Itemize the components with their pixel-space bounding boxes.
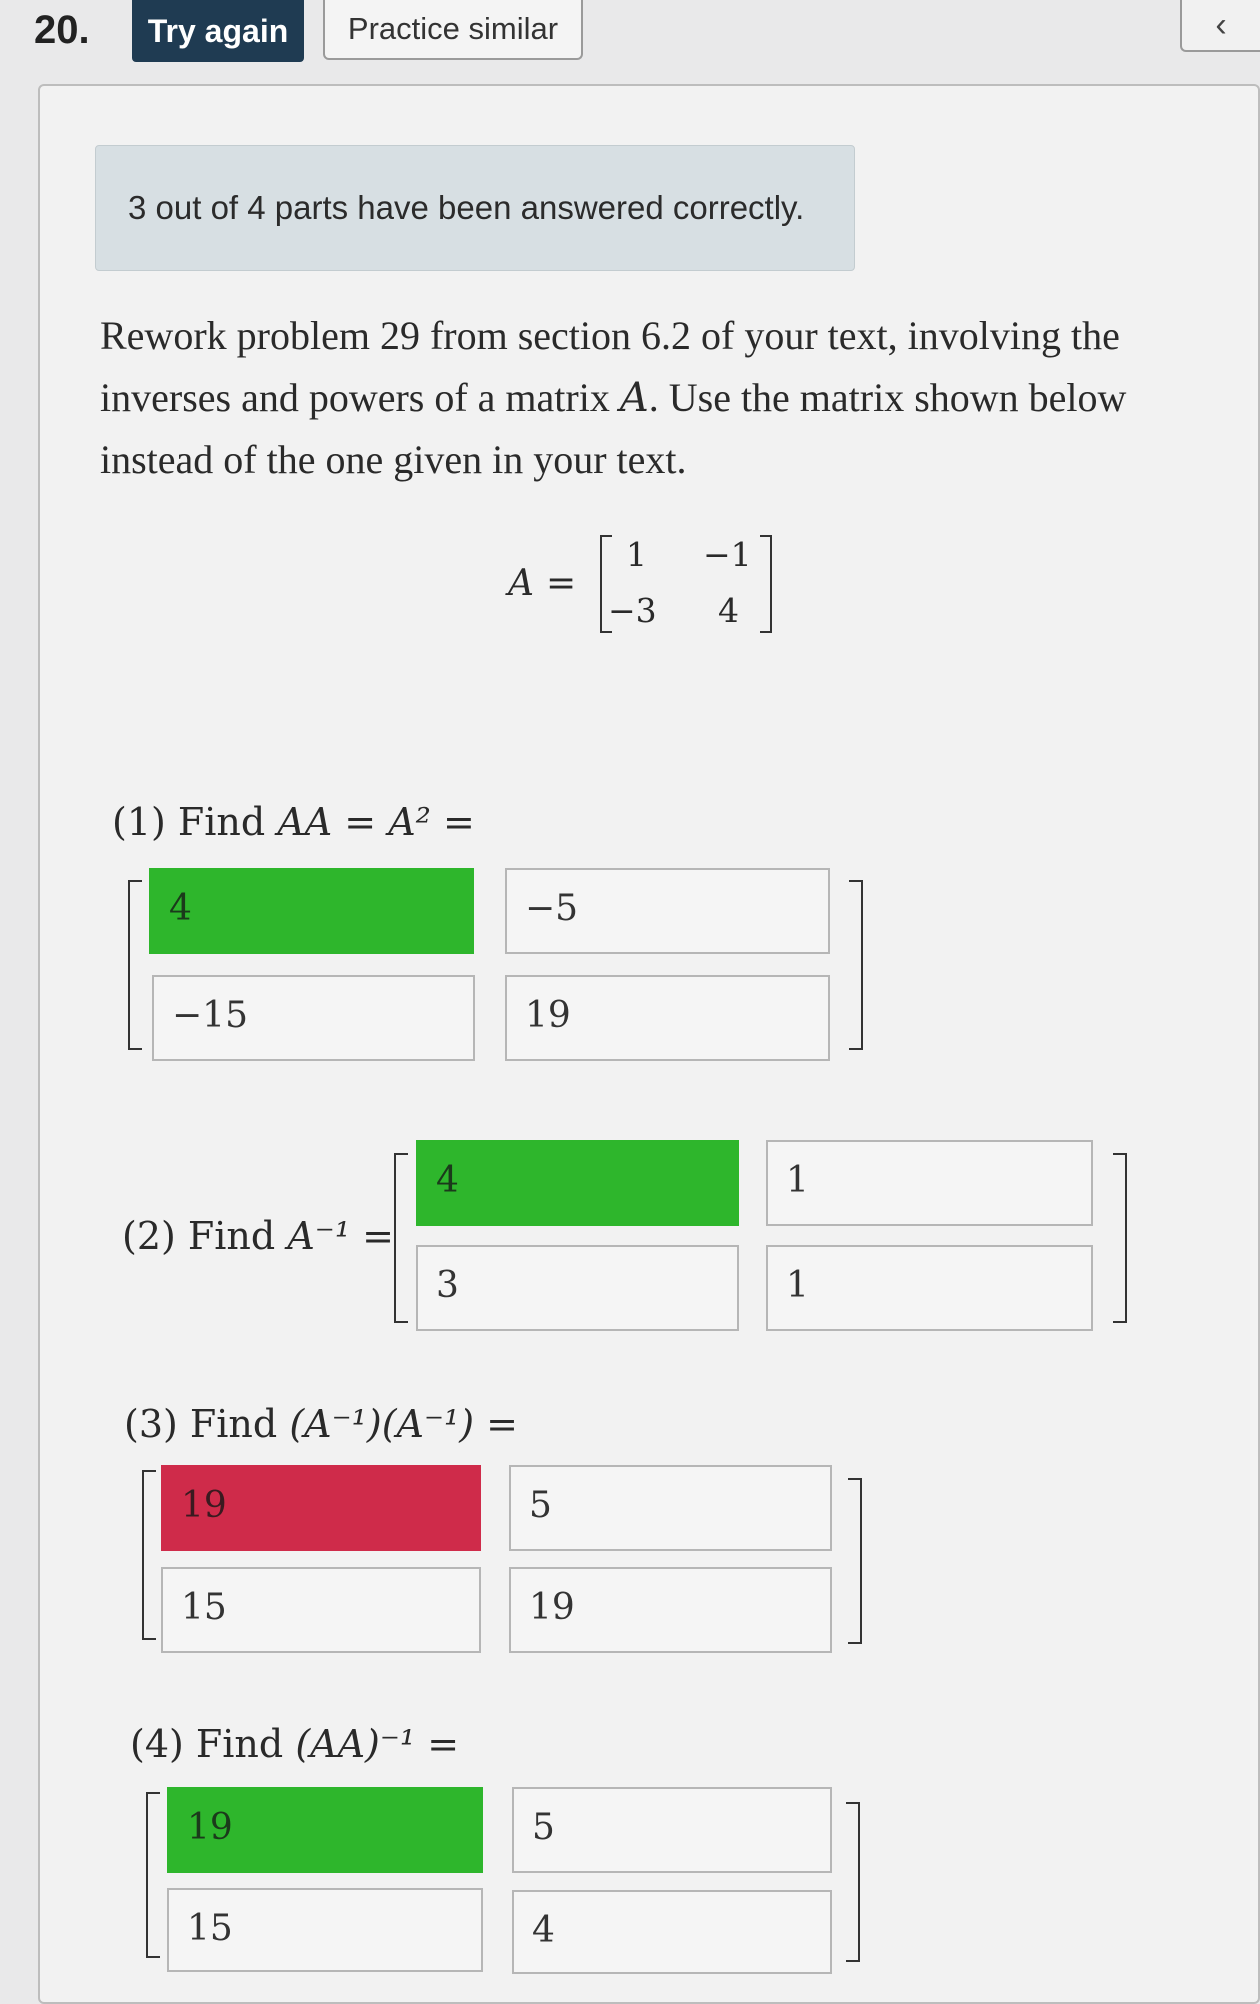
given-matrix-equals: = — [546, 563, 577, 604]
part-2-label-num: (2) Find — [122, 1214, 288, 1258]
part-3-label — [124, 1402, 518, 1446]
part-1-label-num: (1) Find — [112, 800, 278, 844]
part-3-left-bracket — [142, 1470, 156, 1640]
part-3-answer-cell[interactable]: 15 — [161, 1567, 481, 1653]
part-4-right-bracket — [846, 1802, 860, 1962]
problem-text-2: . Use the matrix shown below instead of the one given in your text. — [100, 375, 1127, 482]
part-1-answer-cell[interactable]: 4 — [149, 868, 474, 954]
given-matrix-lhs: A — [508, 563, 534, 604]
part-1-left-bracket — [128, 880, 142, 1050]
part-1-answer-cell[interactable]: 19 — [505, 975, 830, 1061]
part-4-answer-cell[interactable]: 15 — [167, 1888, 483, 1972]
given-matrix — [508, 535, 788, 635]
part-1-label — [112, 800, 475, 844]
part-4-answer-cell[interactable]: 19 — [167, 1787, 483, 1873]
problem-statement — [100, 305, 1180, 491]
part-3-label-num: (3) Find — [124, 1402, 290, 1446]
part-1-answer-cell[interactable]: −15 — [152, 975, 475, 1061]
part-4-label-expr: (AA)⁻¹ = — [295, 1722, 460, 1766]
part-2-answer-cell[interactable]: 1 — [766, 1245, 1093, 1331]
given-matrix-cell: −3 — [608, 591, 657, 630]
part-2-answer-cell[interactable]: 1 — [766, 1140, 1093, 1226]
part-2-answer-cell[interactable]: 4 — [416, 1140, 739, 1226]
problem-text-1: Rework problem 29 from section 6.2 of your text, involving the inverses and powers of a matrix — [100, 313, 1120, 420]
given-matrix-right-bracket — [760, 535, 772, 633]
part-1-right-bracket — [849, 880, 863, 1050]
part-2-label-expr: A⁻¹ = — [287, 1214, 394, 1258]
back-chevron-icon[interactable]: ‹ — [1180, 0, 1260, 52]
try-again-button[interactable]: Try again — [132, 0, 304, 62]
part-2-left-bracket — [394, 1153, 408, 1323]
practice-similar-button[interactable]: Practice similar — [323, 0, 583, 60]
given-matrix-cell: 1 — [626, 535, 647, 574]
part-3-label-expr: (A⁻¹)(A⁻¹) = — [289, 1402, 518, 1446]
question-number: 20. — [34, 8, 90, 52]
problem-matrix-var: A — [619, 375, 649, 421]
part-2-right-bracket — [1113, 1153, 1127, 1323]
part-2-label — [122, 1214, 394, 1258]
part-4-left-bracket — [146, 1792, 160, 1958]
part-3-answer-cell[interactable]: 5 — [509, 1465, 832, 1551]
part-4-label-num: (4) Find — [130, 1722, 296, 1766]
part-3-right-bracket — [848, 1478, 862, 1644]
part-3-answer-cell[interactable]: 19 — [509, 1567, 832, 1653]
question-header — [0, 0, 1260, 80]
status-message: 3 out of 4 parts have been answered correctly. — [95, 145, 855, 271]
part-3-answer-cell[interactable]: 19 — [161, 1465, 481, 1551]
part-4-label — [130, 1722, 459, 1766]
given-matrix-cell: 4 — [718, 591, 739, 630]
part-1-answer-cell[interactable]: −5 — [505, 868, 830, 954]
given-matrix-cell: −1 — [703, 535, 752, 574]
part-4-answer-cell[interactable]: 5 — [512, 1787, 832, 1873]
part-4-answer-cell[interactable]: 4 — [512, 1890, 832, 1974]
part-1-label-expr: AA = A² = — [277, 800, 475, 844]
part-2-answer-cell[interactable]: 3 — [416, 1245, 739, 1331]
